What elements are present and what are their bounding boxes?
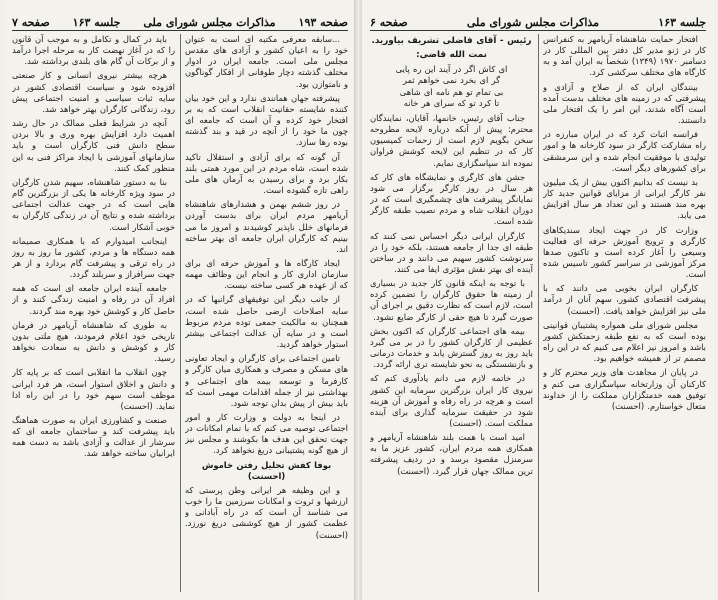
paragraph: پیشرفته جهان همانندی ندارد و این خود بیان کننده شایسته حقانیت انقلاب است که به بر افتخار خود کرده و آن است که جامعه ای چون ما خود را از آنچه در قید و بند گذشته بوده رها سازد. bbox=[185, 92, 348, 148]
paragraph: جناب آقای رئیس، خانمها، آقایان، نمایندگان محترم: پیش از آنکه درباره لایحه مطروحه سخن بگویم لازم است از زحمات کمیسیون کار که در تنظیم این لایحه کوشش فراوان نموده اند سپاسگزاری نمایم. bbox=[370, 112, 533, 168]
left-page-header bbox=[12, 14, 348, 31]
paragraph: هرچه بیشتر نیروی انسانی و کار صنعتی افزوده شود و سیاست اقتصادی کشور در سایه ثبات سیاسی و امنیت اجتماعی پیش رود، زندگانی کارگران بهتر خواهد شد. bbox=[12, 70, 175, 114]
paragraph: و این وظیفه هر ایرانی وطن پرستی که ارزشها و ثروت و امکانات سرزمین ما را خوب می شناسد آن است که در راه آبادانی و عظمت کشور از هیچ کوششی دریغ نورزد. (احسنت) bbox=[185, 484, 348, 540]
right-page-title: مذاکرات مجلس شورای ملی bbox=[466, 15, 600, 29]
paragraph: با توجه به اینکه قانون کار جدید در بسیاری از زمینه ها حقوق کارگران را تضمین کرده است، لازم است که نظارت دقیق بر اجرای آن صورت گیرد تا هیچ حقی از کارگر ضایع نشود. bbox=[370, 278, 533, 322]
left-page-label: صفحه ۱۹۳ bbox=[298, 15, 348, 29]
left-page-col-right bbox=[185, 34, 348, 592]
left-page bbox=[4, 0, 356, 600]
poem-line: بی تمام تو هم نامه ای شاهی bbox=[399, 86, 504, 97]
paragraph: کارگران ایرانی دیگر احساس نمی کنند که طبقه ای جدا از جامعه هستند، بلکه خود را در سرنوشت کشور سهیم می دانند و در ساختن آینده ای بهتر نقش مؤثری ایفا می کنند. bbox=[370, 230, 533, 274]
paragraph: بینندگان ایران که از صلاح و آزادی و پیشرفتی که در زمینه های مختلف بدست آمده است آگاه شدند، این امر را یک افتخار ملی دانستند. bbox=[543, 81, 706, 126]
speaker-name: نمت الله قاضی: bbox=[416, 50, 487, 61]
paragraph: باید در کمال و تکامل و به موجب آن قانون را که در آغاز نهضت کار به مرحله اجرا درآمد و از برکات آن گام های بلندی برداشته شد. bbox=[12, 34, 175, 67]
right-page-columns bbox=[370, 34, 706, 592]
paragraph: بد نیست که بدانیم اکنون بیش از یک میلیون نفر کارگر ایرانی از مزایای قوانین جدید کار بهره مند هستند و این تعداد هر سال افزایش می یابد. bbox=[543, 176, 706, 221]
paragraph: در پایان از مجاهدت های وزیر محترم کار و کارکنان آن وزارتخانه سپاسگزاری می کنم و توفیق همه خدمتگزاران مملکت را از خداوند متعال خواستارم. (احسنت) bbox=[543, 367, 706, 411]
paragraph: آن گونه که برای آزادی و استقلال تاکید شده است، شاه مردم در این مورد همتی بلند بکار برد و برای رسیدن به آرمان های ملی راهی تازه گشوده است. bbox=[185, 151, 348, 196]
paragraph: از جانب دیگر این توفیقهای گرانبها که در سایه اصلاحات ارضی حاصل شده است، همچنان به مالکیت جمعی توده مردم مربوط است و در سایه آن عدالت اجتماعی بیشتر استوار خواهد گردید. bbox=[185, 294, 348, 350]
right-page-header bbox=[370, 14, 706, 31]
poem-line: گر ای بخرد نمی خواهم ثمر bbox=[402, 75, 501, 86]
left-page-number: صفحه ۷ bbox=[12, 15, 50, 29]
paragraph: چون انقلاب ما انقلابی است که بر پایه کار و دانش و اخلاق استوار است، هر فرد ایرانی موظف است سهم خود را در این راه ادا نماید. (احسنت) bbox=[12, 367, 175, 411]
paragraph: آنچه در شرایط فعلی ممالک در حال رشد اهمیت دارد افزایش بهره وری و بالا بردن سطح دانش فنی کارگران است و باید سازمانهای آموزشی با ایجاد مراکز فنی به این منظور کمک کنند. bbox=[12, 118, 175, 173]
section-title: رئیس - آقای فاضلی تشریف بیاورید. bbox=[371, 36, 532, 46]
right-page-col-left bbox=[370, 34, 533, 592]
paragraph: بنا به دستور شاهنشاه، سهیم شدن کارگران در سود ویژه کارخانه ها یکی از بزرگترین گام هایی است که در جهت عدالت اجتماعی برداشته شده و نتایج آن در زندگی کارگران به خوبی آشکار است. bbox=[12, 176, 175, 232]
paragraph: به طوری که شاهنشاه آریامهر در فرمان تاریخی خود اعلام فرمودند، هیچ ملتی بدون کار و کوشش و دانش به سعادت نخواهد رسید. bbox=[12, 319, 175, 364]
paragraph: امید است با همت بلند شاهنشاه آریامهر و همکاری همه مردم ایران، کشور عزیز ما به سرمنزل مقصود برسد و در ردیف پیشرفته ترین ممالک جهان قرار گیرد. (احسنت) bbox=[370, 432, 533, 476]
paragraph: ...سابقه معرفی مکتبه ای است به عنوان خود را به اعیان کشور و آزادی های مقدس مجلس ملی است. جامعه ایران در ادوار مختلف گذشته دچار طوفانی از افکار گوناگون و نامتوازن بود. bbox=[185, 34, 348, 89]
left-page-columns bbox=[12, 34, 348, 592]
right-page-col-right bbox=[543, 34, 706, 592]
paragraph: جشن های کارگری و نمایشگاه های کار که هر سال در روز کارگر برگزار می شود نمایانگر پیشرفت های چشمگیری است که در دوران انقلاب شاه و مردم نصیب طبقه کارگر شده است. bbox=[370, 171, 533, 227]
paragraph: فرانسه اثبات کرد که در ایران مبارزه در راه مشارکت کارگر در سود کارخانه ها و امور تولیدی با موفقیت انجام شده و این سرمشقی برای کشورهای دیگر است. bbox=[543, 129, 706, 173]
speaker-line: بوفا کفش تحلیل رفتن خاموش (احسنت) bbox=[201, 459, 332, 481]
paragraph: وزارت کار در جهت ایجاد سندیکاهای کارگری و ترویج آموزش حرفه ای فعالیت وسیعی را آغاز کرده است و تاکنون صدها مرکز آموزشی در سراسر کشور تاسیس شده است. bbox=[543, 224, 706, 280]
paragraph: صنعت و کشاورزی ایران به صورت هماهنگ باید پیشرفت کند و ساختمان جامعه ای که سرشار از عدالت و آزادی باشد به دست همه ایرانیان ساخته خواهد شد. bbox=[12, 415, 175, 459]
paragraph: افتخار حمایت شاهنشاه آریامهر به کنفرانس کار در ژنو مدیر کل دفتر بین المللی کار در دسامبر ۱۹۷۰ (۱۳۴۹) شخصاً به ایران آمد و به کارگاه های مختلف سرکشی کرد. bbox=[543, 34, 706, 78]
left-page-col-left bbox=[12, 34, 175, 592]
paragraph: کارگران ایران بخوبی می دانند که با پیشرفت اقتصادی کشور، سهم آنان از درآمد ملی نیز افزایش خواهد یافت. (احسنت) bbox=[543, 283, 706, 316]
paragraph: تامین اجتماعی برای کارگران و ایجاد تعاونی های مسکن و مصرف و همکاری میان کارگر و کارفرما و توسعه بیمه های اجتماعی و بهداشتی نیز از جمله اقدامات مهمی است که باید بیش از پیش بدان توجه شود. bbox=[185, 353, 348, 408]
paragraph: مجلس شورای ملی همواره پشتیبان قوانینی بوده است که به نفع طبقه زحمتکش کشور باشد و امروز نیز اعلام می کنیم که در این راه مصمم تر از همیشه خواهیم بود. bbox=[543, 319, 706, 364]
paragraph: در روز ششم بهمن و هشدارهای شاهنشاه آریامهر مردم ایران برای بدست آوردن فرمانهای خلل ناپذیر کوشیدند و امروز ما می بینیم که کارگران ایران جامعه ای بهتر ساخته اند. bbox=[185, 199, 348, 254]
poem-line: ای کاش اگر در آیند این ره پایی bbox=[395, 64, 508, 75]
right-page bbox=[362, 0, 714, 600]
left-page-session: جلسه ۱۶۳ bbox=[72, 15, 121, 29]
paragraph: در اینجا به دولت و وزارت کار و امور اجتماعی توصیه می کنم که با تمام امکانات در جهت تحقق این هدف ها بکوشند و مجلس نیز از هیچ گونه پشتیبانی دریغ نخواهد کرد. bbox=[185, 412, 348, 456]
poem-line: تا کرد تو که سرای هر خانه bbox=[403, 97, 500, 108]
paragraph: در خاتمه لازم می دانم یادآوری کنم که نیروی کار ایران بزرگترین سرمایه این کشور است و هرچه در راه رفاه و آموزش آن هزینه شود در حقیقت سرمایه گذاری برای آینده مملکت است. (احسنت) bbox=[370, 373, 533, 428]
paragraph: بیمه های اجتماعی کارگران که اکنون بخش عظیمی از کارگران کشور را در بر می گیرد باید روز به روز گسترش یابد و خدمات درمانی و بازنشستگی به نحو شایسته تری ارائه گردد. bbox=[370, 325, 533, 370]
right-page-number: صفحه ۶ bbox=[370, 15, 408, 29]
left-page-title: مذاکرات مجلس شورای ملی bbox=[143, 15, 276, 29]
right-page-session: جلسه ۱۶۳ bbox=[658, 15, 706, 29]
paragraph: اینجانب امیدوارم که با همکاری صمیمانه همه دستگاه ها و مردم، کشور ما روز به روز در راه ترقی و پیشرفت گام بردارد و از هر جهت سرافراز و سربلند گردد. bbox=[12, 235, 175, 280]
paragraph: جامعه آینده ایران جامعه ای است که همه افراد آن در رفاه و امنیت زندگی کنند و از حاصل کار و کوشش خود بهره مند گردند. bbox=[12, 283, 175, 316]
paragraph: ایجاد کارگاه ها و آموزش حرفه ای برای سازمان اداری کار و انجام این وظائف مهمه که از عهده هر کسی ساخته نیست. bbox=[185, 257, 348, 291]
poem-block bbox=[370, 64, 533, 109]
